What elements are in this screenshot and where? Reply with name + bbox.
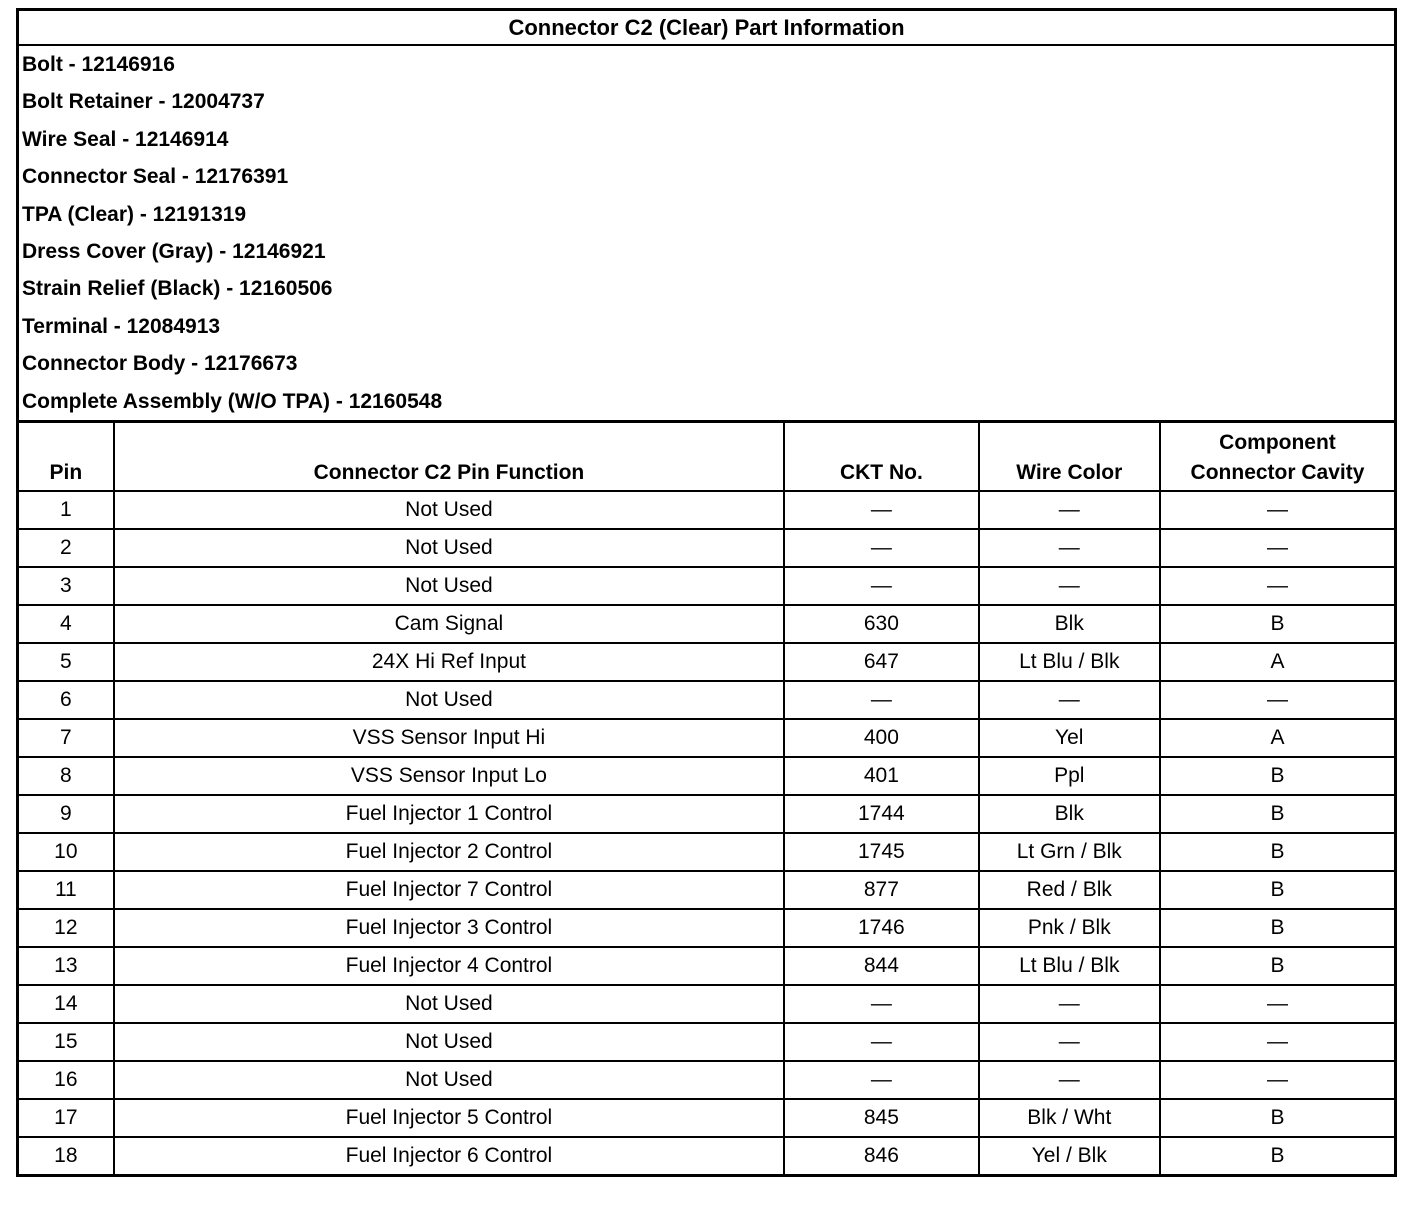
cell-function: Fuel Injector 1 Control	[114, 795, 784, 833]
cell-ckt: —	[784, 1061, 978, 1099]
cell-ckt: 845	[784, 1099, 978, 1137]
cell-wire-color: Ppl	[979, 757, 1160, 795]
cell-ckt: 630	[784, 605, 978, 643]
cell-pin: 6	[18, 681, 114, 719]
header-function: Connector C2 Pin Function	[114, 421, 784, 491]
cell-cavity: B	[1160, 833, 1396, 871]
table-row	[18, 681, 1396, 719]
cell-pin: 3	[18, 567, 114, 605]
header-cavity-line1: Component	[1219, 431, 1336, 455]
cell-cavity: B	[1160, 795, 1396, 833]
header-ckt: CKT No.	[784, 421, 978, 491]
cell-cavity: —	[1160, 1023, 1396, 1061]
cell-cavity: B	[1160, 947, 1396, 985]
table-row	[18, 947, 1396, 985]
cell-function: Not Used	[114, 985, 784, 1023]
cell-wire-color: Blk	[979, 605, 1160, 643]
cell-wire-color: Lt Grn / Blk	[979, 833, 1160, 871]
cell-function: Fuel Injector 2 Control	[114, 833, 784, 871]
cell-cavity: —	[1160, 529, 1396, 567]
cell-ckt: 401	[784, 757, 978, 795]
cell-pin: 1	[18, 491, 114, 529]
cell-function: Not Used	[114, 567, 784, 605]
cell-ckt: —	[784, 567, 978, 605]
cell-wire-color: Red / Blk	[979, 871, 1160, 909]
table-row	[18, 605, 1396, 643]
table-row	[18, 833, 1396, 871]
cell-cavity: A	[1160, 643, 1396, 681]
cell-function: VSS Sensor Input Hi	[114, 719, 784, 757]
table-row	[18, 643, 1396, 681]
cell-ckt: 1745	[784, 833, 978, 871]
cell-cavity: B	[1160, 909, 1396, 947]
cell-function: 24X Hi Ref Input	[114, 643, 784, 681]
header-cavity	[1160, 421, 1396, 491]
cell-cavity: B	[1160, 1137, 1396, 1176]
part-item: Wire Seal - 12146914	[22, 127, 229, 151]
table-row	[18, 871, 1396, 909]
cell-cavity: —	[1160, 985, 1396, 1023]
cell-cavity: B	[1160, 757, 1396, 795]
cell-ckt: 647	[784, 643, 978, 681]
parts-list	[16, 46, 1397, 420]
cell-wire-color: —	[979, 1023, 1160, 1061]
part-item: Complete Assembly (W/O TPA) - 12160548	[22, 389, 443, 413]
cell-cavity: B	[1160, 605, 1396, 643]
cell-wire-color: —	[979, 567, 1160, 605]
cell-pin: 11	[18, 871, 114, 909]
table-row	[18, 909, 1396, 947]
cell-wire-color: —	[979, 681, 1160, 719]
cell-ckt: —	[784, 1023, 978, 1061]
cell-pin: 10	[18, 833, 114, 871]
cell-pin: 15	[18, 1023, 114, 1061]
cell-wire-color: —	[979, 985, 1160, 1023]
header-pin: Pin	[18, 421, 114, 491]
cell-cavity: —	[1160, 681, 1396, 719]
cell-ckt: 844	[784, 947, 978, 985]
part-item: Connector Body - 12176673	[22, 352, 298, 376]
cell-wire-color: Yel	[979, 719, 1160, 757]
cell-ckt: 846	[784, 1137, 978, 1176]
pin-table-header	[18, 421, 1396, 491]
cell-pin: 17	[18, 1099, 114, 1137]
cell-wire-color: Yel / Blk	[979, 1137, 1160, 1176]
table-row	[18, 567, 1396, 605]
table-row	[18, 1099, 1396, 1137]
cell-function: Not Used	[114, 1061, 784, 1099]
sheet-title: Connector C2 (Clear) Part Information	[16, 8, 1397, 46]
part-item: TPA (Clear) - 12191319	[22, 202, 247, 226]
cell-function: Not Used	[114, 491, 784, 529]
cell-wire-color: Pnk / Blk	[979, 909, 1160, 947]
cell-function: Not Used	[114, 1023, 784, 1061]
cell-ckt: —	[784, 529, 978, 567]
cell-cavity: B	[1160, 871, 1396, 909]
cell-function: Cam Signal	[114, 605, 784, 643]
part-item: Bolt - 12146916	[22, 53, 175, 76]
cell-ckt: 1744	[784, 795, 978, 833]
cell-ckt: —	[784, 681, 978, 719]
cell-pin: 12	[18, 909, 114, 947]
connector-info-sheet	[16, 8, 1397, 1177]
cell-function: Not Used	[114, 681, 784, 719]
cell-ckt: 400	[784, 719, 978, 757]
cell-function: Fuel Injector 3 Control	[114, 909, 784, 947]
cell-cavity: —	[1160, 491, 1396, 529]
header-wire-color: Wire Color	[979, 421, 1160, 491]
cell-wire-color: Lt Blu / Blk	[979, 947, 1160, 985]
part-item: Bolt Retainer - 12004737	[22, 90, 265, 114]
pin-table-body	[18, 491, 1396, 1176]
cell-function: Fuel Injector 7 Control	[114, 871, 784, 909]
cell-pin: 18	[18, 1137, 114, 1176]
cell-wire-color: Lt Blu / Blk	[979, 643, 1160, 681]
part-item: Connector Seal - 12176391	[22, 165, 289, 189]
cell-pin: 4	[18, 605, 114, 643]
part-item: Terminal - 12084913	[22, 314, 221, 338]
cell-cavity: —	[1160, 567, 1396, 605]
header-cavity-line2: Connector Cavity	[1190, 460, 1365, 484]
cell-cavity: A	[1160, 719, 1396, 757]
pin-table	[16, 420, 1397, 1177]
cell-cavity: B	[1160, 1099, 1396, 1137]
table-row	[18, 757, 1396, 795]
table-row	[18, 529, 1396, 567]
cell-ckt: —	[784, 491, 978, 529]
cell-wire-color: Blk	[979, 795, 1160, 833]
cell-pin: 14	[18, 985, 114, 1023]
cell-pin: 9	[18, 795, 114, 833]
table-row	[18, 985, 1396, 1023]
cell-function: VSS Sensor Input Lo	[114, 757, 784, 795]
cell-pin: 16	[18, 1061, 114, 1099]
cell-wire-color: —	[979, 1061, 1160, 1099]
cell-wire-color: Blk / Wht	[979, 1099, 1160, 1137]
part-item: Dress Cover (Gray) - 12146921	[22, 239, 326, 263]
table-row	[18, 719, 1396, 757]
cell-cavity: —	[1160, 1061, 1396, 1099]
cell-wire-color: —	[979, 529, 1160, 567]
cell-pin: 5	[18, 643, 114, 681]
cell-function: Fuel Injector 4 Control	[114, 947, 784, 985]
cell-function: Fuel Injector 5 Control	[114, 1099, 784, 1137]
table-row	[18, 1137, 1396, 1176]
cell-pin: 7	[18, 719, 114, 757]
cell-ckt: 1746	[784, 909, 978, 947]
cell-function: Fuel Injector 6 Control	[114, 1137, 784, 1176]
table-row	[18, 1061, 1396, 1099]
cell-ckt: —	[784, 985, 978, 1023]
cell-pin: 8	[18, 757, 114, 795]
table-row	[18, 795, 1396, 833]
cell-function: Not Used	[114, 529, 784, 567]
cell-wire-color: —	[979, 491, 1160, 529]
cell-ckt: 877	[784, 871, 978, 909]
part-item: Strain Relief (Black) - 12160506	[22, 277, 333, 301]
table-row	[18, 1023, 1396, 1061]
cell-pin: 2	[18, 529, 114, 567]
table-row	[18, 491, 1396, 529]
cell-pin: 13	[18, 947, 114, 985]
